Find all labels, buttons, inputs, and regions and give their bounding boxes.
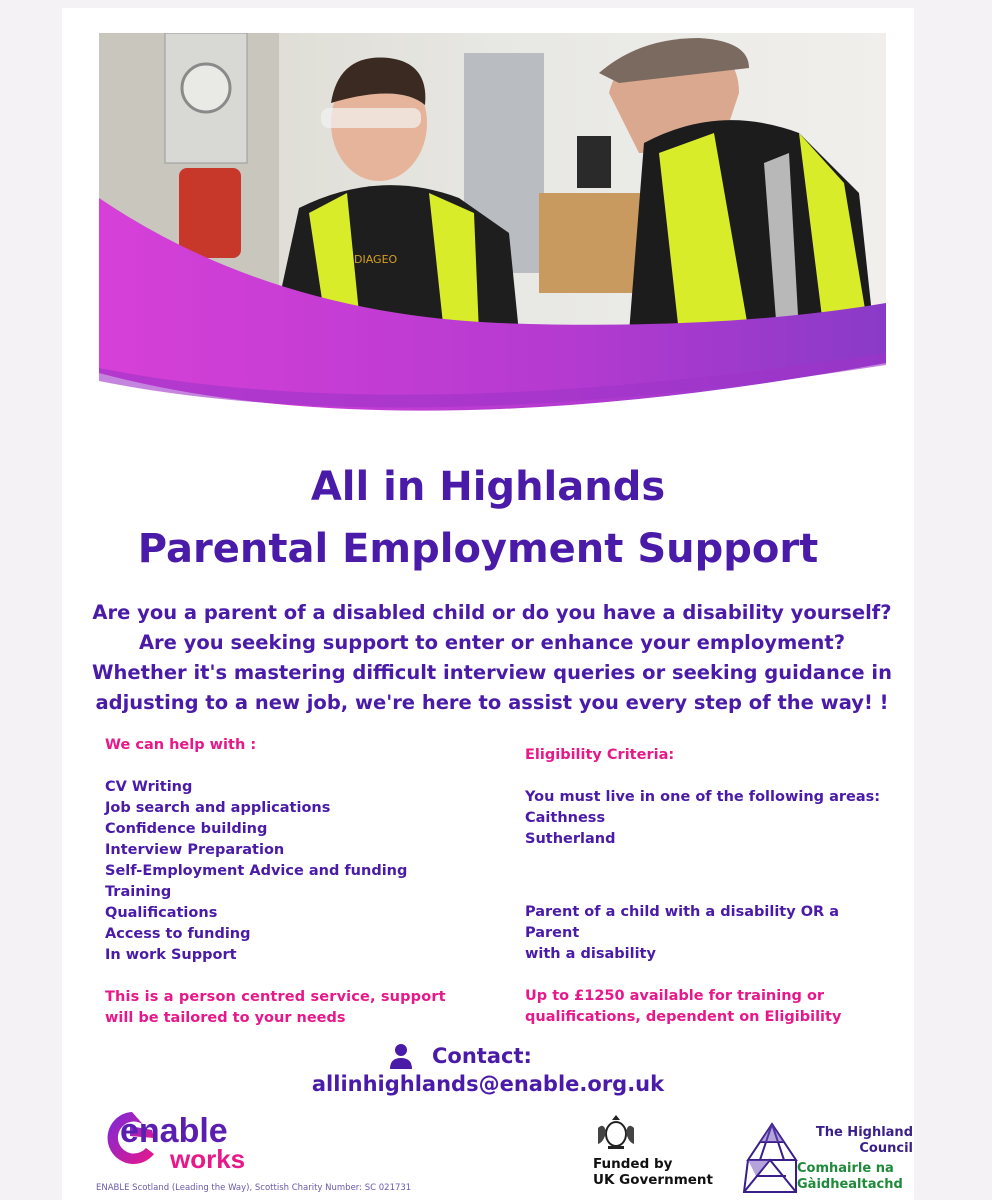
hero-vest-logo-text: DIAGEO: [354, 253, 398, 266]
help-heading: We can help with :: [105, 737, 257, 753]
person-icon: [388, 1043, 414, 1069]
help-item: Self-Employment Advice and funding: [105, 863, 408, 879]
enable-wordmark: enable: [120, 1112, 228, 1150]
gaelic-line: Comhairle na: [797, 1161, 894, 1176]
intro-line: Whether it's mastering difficult interview queries or seeking guidance in: [92, 661, 892, 684]
area-item: Sutherland: [525, 831, 616, 847]
contact-label: Contact:: [432, 1044, 532, 1068]
help-item: Interview Preparation: [105, 842, 285, 858]
intro-line: Are you seeking support to enter or enhance your employment?: [138, 631, 846, 654]
funded-by-text: [593, 1156, 713, 1188]
intro-line: Are you a parent of a disabled child or do you have a disability yourself?: [92, 601, 892, 624]
intro-text: [82, 598, 902, 718]
highland-council-logo-icon: [742, 1120, 798, 1196]
funded-line: UK Government: [593, 1172, 713, 1188]
works-wordmark: works: [170, 1144, 246, 1174]
help-item: Training: [105, 884, 172, 900]
flyer-page: [62, 8, 914, 1200]
parent-criteria: with a disability: [525, 946, 656, 962]
funding-note: qualifications, dependent on Eligibility: [525, 1009, 842, 1025]
funding-note: Up to £1250 available for training or: [525, 988, 825, 1004]
help-item: In work Support: [105, 947, 237, 963]
funded-line: Funded by: [593, 1156, 673, 1172]
areas-intro: You must live in one of the following areas:: [525, 789, 881, 805]
area-item: Caithness: [525, 810, 606, 826]
council-line: Council: [859, 1141, 913, 1156]
contact-email-link[interactable]: allinhighlands@enable.org.uk: [311, 1072, 665, 1096]
parent-criteria: Parent of a child with a disability OR a Parent: [525, 904, 840, 941]
help-item: Access to funding: [105, 926, 251, 942]
help-item: CV Writing: [105, 779, 193, 795]
gaelic-line: Gàidhealtachd: [797, 1177, 903, 1192]
charity-number-text: ENABLE Scotland (Leading the Way), Scottish Charity Number: SC 021731: [96, 1183, 412, 1193]
eligibility-section: [525, 745, 895, 1028]
help-section: [105, 735, 455, 1029]
eligibility-heading: Eligibility Criteria:: [525, 747, 675, 763]
title-line-1: All in Highlands: [310, 464, 666, 510]
service-note: This is a person centred service, support: [105, 989, 446, 1005]
council-gaelic-name: [797, 1161, 903, 1193]
contact-heading: [388, 1043, 532, 1069]
help-item: Job search and applications: [105, 800, 331, 816]
help-item: Confidence building: [105, 821, 268, 837]
help-item: Qualifications: [105, 905, 218, 921]
title-line-2: Parental Employment Support: [137, 526, 819, 572]
intro-line: adjusting to a new job, we're here to assist you every step of the way! !: [95, 691, 889, 714]
hero-photo: [99, 33, 886, 433]
service-note: will be tailored to your needs: [105, 1010, 346, 1026]
royal-crest-icon: [594, 1114, 638, 1150]
council-line: The Highland: [815, 1125, 913, 1140]
council-name: [797, 1125, 913, 1157]
